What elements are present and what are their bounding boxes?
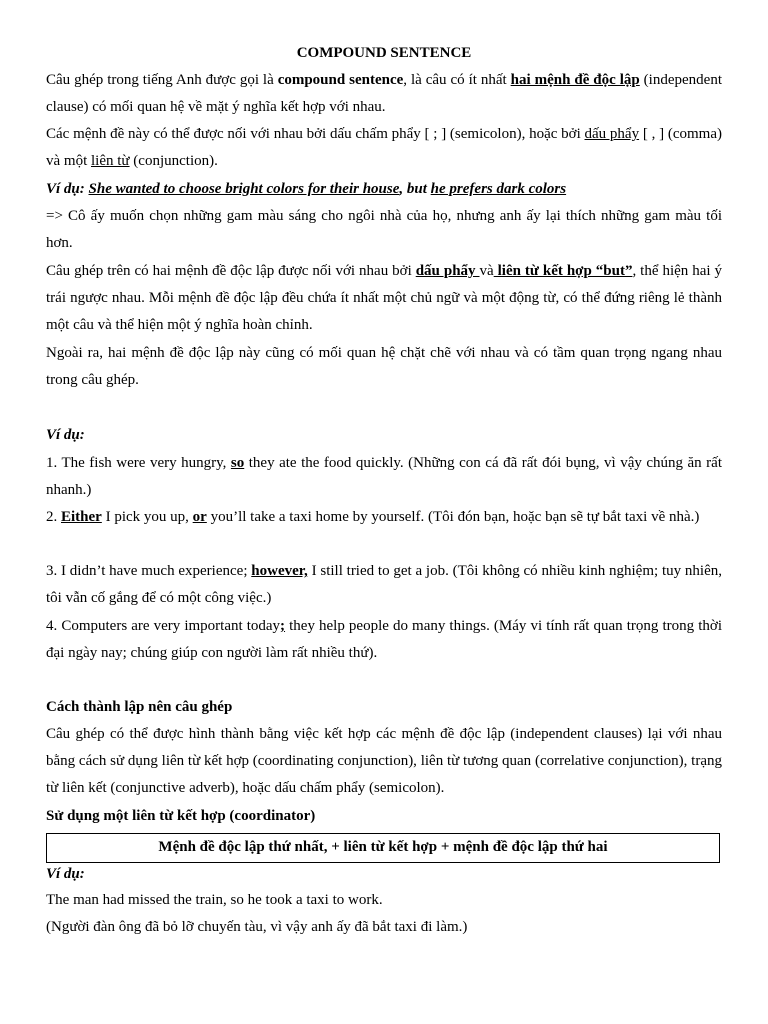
formation-example-en: The man had missed the train, so he took a taxi to work. (46, 892, 383, 908)
text-run: , là câu có ít nhất (403, 72, 511, 88)
intro-paragraph-2 (46, 121, 722, 175)
explain-paragraph-2: Ngoài ra, hai mệnh đề độc lập này cũng có mối quan hệ chặt chẽ với nhau và có tầm quan trọng ngang nhau trong câu ghép. (46, 345, 722, 388)
text-run: và (479, 263, 494, 279)
intro-paragraph-1 (46, 67, 722, 121)
term-coordinating-conjunction-but: liên từ kết hợp “but” (493, 263, 633, 279)
text-run: Câu ghép trên có hai mệnh đề độc lập được nối với nhau bởi (46, 263, 416, 279)
keyword-so: so (230, 455, 245, 471)
text-run: I still tried to get a job. (Tôi không có nhiều kinh nghiệm; tuy nhiên, tôi vẫn cố gắng để có một công việc.) (46, 563, 722, 606)
text-run: [ , ] (comma) và một (46, 126, 722, 169)
text-run: you’ll take a taxi home by yourself. (Tôi đón bạn, hoặc bạn sẽ tự bắt taxi về nhà.) (206, 509, 700, 525)
example-translation: => Cô ấy muốn chọn những gam màu sáng cho ngôi nhà của họ, nhưng anh ấy lại thích những gam màu tối hơn. (46, 208, 722, 251)
formation-heading (46, 694, 722, 721)
term-comma: dấu phẩy (415, 263, 480, 279)
text-run: 3. I didn’t have much experience; (46, 563, 252, 579)
formation-body: Câu ghép có thể được hình thành bằng việc kết hợp các mệnh đề độc lập (independent clauses) lại với nhau bằng cách sử dụng liên từ kết hợp (coordinating conjunction), liên từ tương quan (correlative conjunction), trạng từ liên kết (conjunctive adverb), hoặc dấu chấm phẩy (semicolon). (46, 726, 722, 796)
text-run: 1. The fish were very hungry, (46, 455, 231, 471)
text-run: they help people do many things. (Máy vi tính rất quan trọng trong thời đại ngày nay; chúng giúp con người làm rất nhiều thứ). (46, 618, 722, 661)
example-item-2 (46, 504, 722, 531)
text-run: (independent clause) có mối quan hệ về mặt ý nghĩa kết hợp với nhau. (46, 72, 722, 115)
example-item-3 (46, 558, 722, 612)
formation-example-vi: (Người đàn ông đã bỏ lỡ chuyến tàu, vì vậy anh ấy đã bắt taxi đi làm.) (46, 919, 468, 935)
term-two-independent-clauses: hai mệnh đề độc lập (510, 72, 640, 88)
text-run: Các mệnh đề này có thể được nối với nhau bởi dấu chấm phẩy [ ; ] (semicolon), hoặc bởi (46, 126, 585, 142)
term-compound-sentence: compound sentence (277, 72, 404, 88)
keyword-however: however, (251, 563, 308, 579)
example-item-4 (46, 613, 722, 667)
subsection-heading: Sử dụng một liên từ kết hợp (coordinator) (46, 808, 316, 824)
explain-paragraph-1 (46, 258, 722, 339)
example-label: Ví dụ: (46, 866, 85, 882)
keyword-either: Either (61, 509, 102, 525)
example-clause-1: She wanted to choose bright colors for their house (88, 181, 400, 197)
text-run: Câu ghép trong tiếng Anh được gọi là (46, 72, 278, 88)
text-run: 2. (46, 509, 61, 525)
example-label: Ví dụ: (46, 181, 85, 197)
example-main (46, 176, 722, 203)
text-run: they ate the food quickly. (Những con cá đã rất đói bụng, vì vậy chúng ăn rất nhanh.) (46, 455, 723, 498)
term-comma: dấu phẩy (584, 126, 640, 142)
coordinator-subheading (46, 803, 722, 830)
text-run: , thể hiện hai ý trái ngược nhau. Mỗi mệnh đề độc lập đều chứa ít nhất một chủ ngữ và một động từ, có thể đứng riêng lẻ thành một câu và thể hiện một ý nghĩa hoàn chỉnh. (46, 263, 722, 333)
text-run: 4. Computers are very important today (46, 618, 281, 634)
text-run: (conjunction). (129, 153, 218, 169)
page-title: COMPOUND SENTENCE (296, 45, 472, 61)
text-run: I pick you up, (101, 509, 193, 525)
formation-example-label (46, 861, 722, 888)
keyword-or: or (192, 509, 207, 525)
section-heading: Cách thành lập nên câu ghép (46, 699, 233, 715)
example-joiner: , but (399, 181, 431, 197)
formula-box: Mệnh đề độc lập thứ nhất, + liên từ kết hợp + mệnh đề độc lập thứ hai (46, 833, 720, 863)
example-label: Ví dụ: (46, 427, 85, 443)
term-conjunction: liên từ (91, 153, 130, 169)
examples-label (46, 422, 722, 449)
keyword-semicolon: ; (280, 618, 286, 634)
example-clause-2: he prefers dark colors (430, 181, 567, 197)
example-item-1 (46, 450, 722, 504)
